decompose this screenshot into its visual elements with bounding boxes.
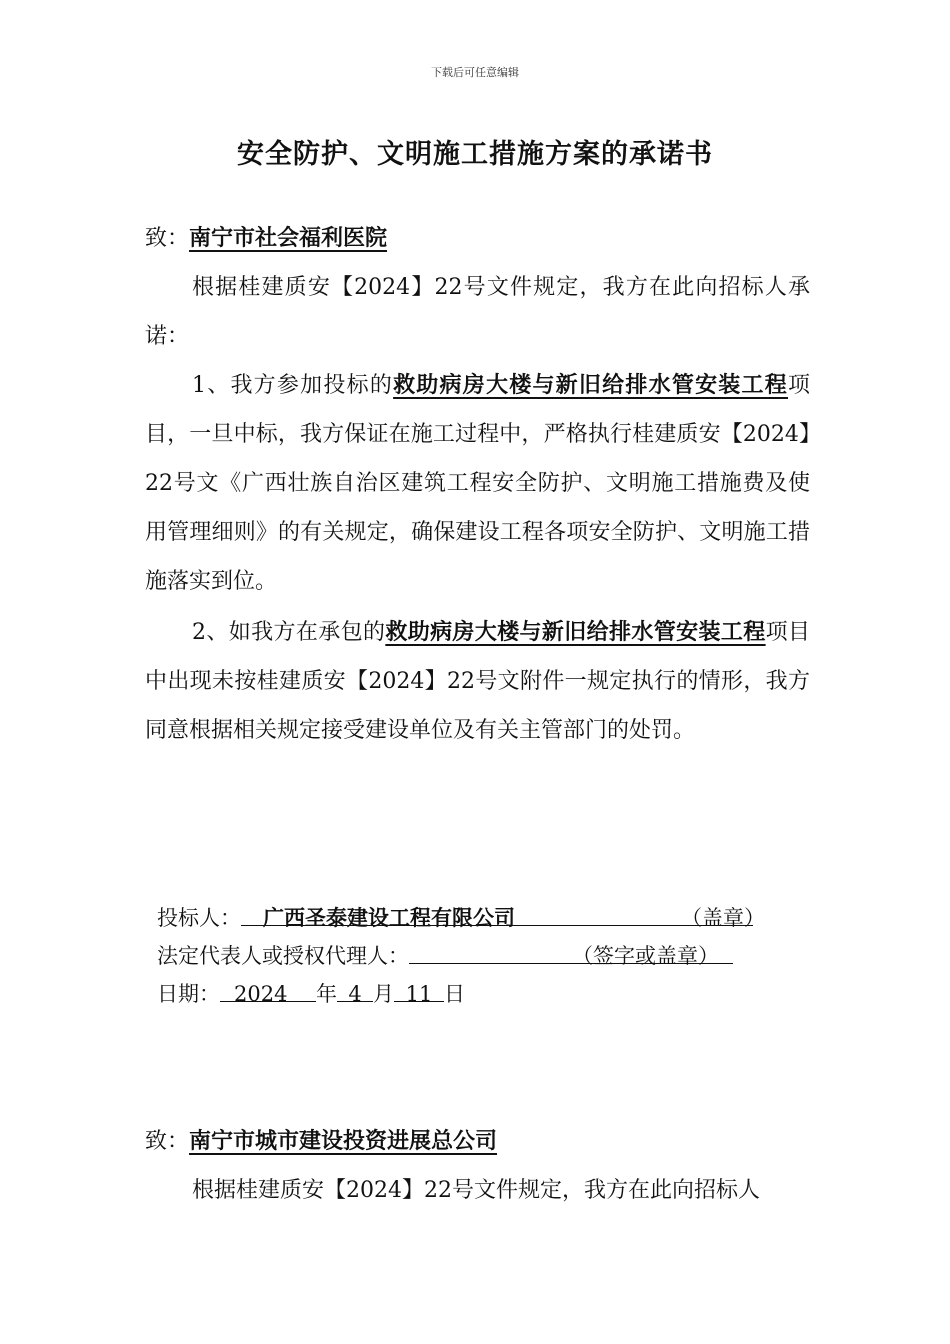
page-title: 安全防护、文明施工措施方案的承诺书	[237, 139, 713, 170]
item-2-body: 项目中出现未按桂建质安【2024】22号文附件一规定执行的情形，我方同意根据相关规定接受建设单位及有关主管部门的处罚。	[145, 620, 810, 743]
month-field	[337, 975, 373, 1006]
representative-field	[409, 937, 733, 968]
recipient-line-2	[145, 1117, 810, 1166]
day-unit: 日	[444, 982, 465, 1006]
project-name: 救助病房大楼与新旧给排水管安装工程	[385, 619, 766, 645]
item-1-prefix: 1、我方参加投标的	[192, 373, 394, 398]
item-2-prefix: 2、如我方在承包的	[192, 620, 386, 645]
intro-paragraph-2: 根据桂建质安【2024】22号文件规定，我方在此向招标人	[192, 1178, 760, 1203]
recipient-line-1	[145, 214, 810, 263]
bidder-label: 投标人：	[157, 906, 241, 930]
month-unit: 月	[373, 982, 394, 1006]
representative-line	[157, 937, 733, 975]
to-prefix: 致：	[145, 1129, 190, 1154]
bidder-line	[157, 899, 765, 937]
recipient-name: 南宁市社会福利医院	[189, 225, 388, 251]
bidder-seal-note: （盖章）	[681, 906, 765, 930]
commitment-item-1	[145, 361, 810, 606]
year-unit: 年	[316, 982, 337, 1006]
item-1-body: 项目，一旦中标，我方保证在施工过程中，严格执行桂建质安【2024】22号文《广西壮族自治区建筑工程安全防护、文明施工措施费及使用管理细则》的有关规定，确保建设工程各项安全防护、文明施工措施落实到位。	[145, 373, 810, 594]
bidder-name: 广西圣泰建设工程有限公司	[263, 905, 515, 930]
date-month: 4	[348, 982, 362, 1006]
recipient-name: 南宁市城市建设投资进展总公司	[189, 1128, 498, 1154]
intro-paragraph: 根据桂建质安【2024】22号文件规定，我方在此向招标人承诺：	[145, 275, 810, 349]
date-year: 2024	[234, 982, 288, 1006]
bidder-field	[241, 899, 765, 930]
to-prefix: 致：	[145, 226, 190, 251]
representative-seal-note: （签字或盖章）	[572, 944, 719, 968]
representative-label: 法定代表人或授权代理人：	[157, 944, 409, 968]
date-line	[157, 975, 465, 1013]
year-field	[220, 975, 316, 1006]
commitment-item-2	[145, 608, 810, 755]
day-field	[394, 975, 444, 1006]
project-name: 救助病房大楼与新旧给排水管安装工程	[393, 372, 788, 398]
date-label: 日期：	[157, 982, 220, 1006]
date-day: 11	[405, 982, 433, 1006]
header-note: 下载后可任意编辑	[431, 66, 519, 79]
